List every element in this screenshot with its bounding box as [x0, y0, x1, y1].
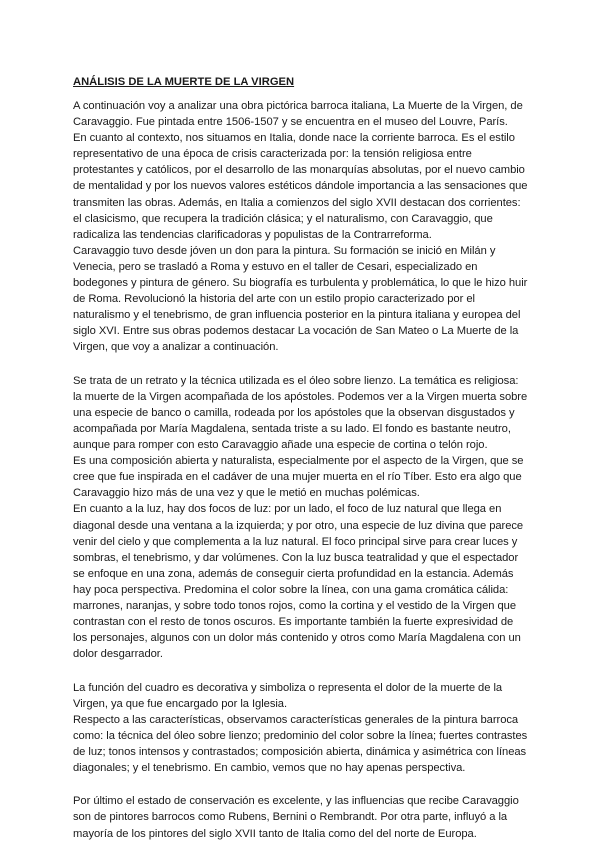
paragraph-introduction	[73, 98, 535, 356]
text-line: Caravaggio. Fue pintada entre 1506-1507 y se encuentra en el museo del Louvre, París.	[73, 116, 508, 129]
text-line: La función del cuadro es decorativa y simboliza o representa el dolor de la muerte de la	[73, 681, 503, 694]
text-line: siglo XVI. Entre sus obras podemos destacar La vocación de San Mateo o La Muerte de la	[73, 325, 519, 338]
text-line: Venecia, pero se trasladó a Roma y estuvo en el taller de Cesari, especializado en	[73, 260, 478, 273]
text-line: En cuanto al contexto, nos situamos en Italia, donde nace la corriente barroca. Es el estilo	[73, 132, 515, 145]
text-line: Caravaggio tuvo desde jóven un don para la pintura. Su formación se inició en Milán y	[73, 244, 496, 257]
text-line: diagonales; y el tenebrismo. En cambio, vemos que no hay apenas perspectiva.	[73, 762, 466, 775]
text-line: radicaliza las tendencias clarificadoras y populistas de la Contrarreforma.	[73, 228, 432, 241]
text-line: protestantes y católicos, por el desarrollo de las monarquías absolutas, por el nuevo cambio	[73, 164, 525, 177]
text-line: de luz; tonos intensos y contrastados; composición abierta, dinámica y asimétrica con líneas	[73, 745, 527, 758]
text-line: Caravaggio hizo más de una vez y que le metió en muchas polémicas.	[73, 487, 420, 500]
text-line: Respecto a las características, observamos características generales de la pintura barroca	[73, 713, 519, 726]
document-title: ANÁLISIS DE LA MUERTE DE LA VIRGEN	[73, 76, 295, 88]
text-line: una especie de banco o camilla, rodeada por los apóstoles que la observan disgustados y	[73, 406, 515, 419]
document-body	[73, 98, 535, 859]
text-line: como: la técnica del óleo sobre lienzo; predominio del color sobre la línea; fuertes contrastes	[73, 729, 528, 742]
text-line: se enfoque en una zona, además de conseguir cierta profundidad en la estancia. Además	[73, 567, 514, 580]
text-line: Es una composición abierta y naturalista, especialmente por el aspecto de la Virgen, que se	[73, 455, 524, 468]
text-line: diagonal desde una ventana a la izquierda; y por otro, una especie de luz divina que parece	[73, 519, 524, 532]
text-line: venir del cielo y que complementa a la luz natural. El foco principal sirve para crear luces y	[73, 535, 518, 548]
text-line: cree que fue inspirada en el cadáver de una mujer muerta en el río Tíber. Esto era algo que	[73, 471, 522, 484]
text-line: dolor desgarrador.	[73, 648, 163, 661]
text-line: Virgen, ya que fue encargado por la Iglesia.	[73, 697, 288, 710]
text-line: de Roma. Revolucionó la historia del arte con un estilo propio caracterizado por el	[73, 293, 475, 306]
text-line: A continuación voy a analizar una obra pictórica barroca italiana, La Muerte de la Virgen, de	[73, 100, 523, 112]
text-line: representativo de una época de crisis caracterizada por: la tensión religiosa entre	[73, 148, 472, 161]
text-line: son de pintores barrocos como Rubens, Bernini o Rembrandt. Por otra parte, influyó a la	[73, 811, 508, 824]
text-line: En cuanto a la luz, hay dos focos de luz: por un lado, el foco de luz natural que llega en	[73, 503, 502, 516]
text-line: transmiten las obras. Además, en Italia a comienzos del siglo XVII destacan dos corrientes:	[73, 196, 521, 209]
paragraph-function	[73, 680, 535, 777]
text-line: de mentalidad y por los nuevos valores estéticos dándole importancia a las sensaciones que	[73, 180, 528, 193]
text-line: aunque para romper con esto Caravaggio añade una especie de cortina o telón rojo.	[73, 439, 488, 452]
text-line: hay poca perspectiva. Predomina el color sobre la línea, con una gama cromática cálida:	[73, 583, 509, 596]
text-line: los personajes, algunos con un dolor más contenido y otros como María Magdalena con un	[73, 632, 521, 645]
text-line: Se trata de un retrato y la técnica utilizada es el óleo sobre lienzo. La temática es religiosa:	[73, 374, 519, 387]
text-line: sombras, el tenebrismo, y dar volúmenes. Con la luz busca teatralidad y que el espectador	[73, 551, 519, 564]
text-line: acompañada por María Magdalena, sentada triste a su lado. El fondo es bastante neutro,	[73, 422, 511, 435]
text-line: Por último el estado de conservación es excelente, y las influencias que recibe Caravaggio	[73, 795, 519, 808]
text-line: la muerte de la Virgen acompañada de los apóstoles. Podemos ver a la Virgen muerta sobre	[73, 390, 528, 403]
paragraph-description	[73, 373, 535, 663]
text-line: naturalismo y el tenebrismo, de gran influencia posterior en la pintura italiana y europea del	[73, 309, 521, 322]
text-line: el clasicismo, que recupera la tradición clásica; y el naturalismo, con Caravaggio, que	[73, 212, 493, 225]
text-line: contrastan con el resto de tonos oscuros. Es importante también la fuerte expresividad de	[73, 616, 514, 629]
paragraph-conclusion	[73, 793, 535, 841]
text-line: mayoría de los pintores del siglo XVII tanto de Italia como del del norte de Europa.	[73, 827, 477, 840]
text-line: bodegones y pintura de género. Su biografía es turbulenta y problemática, lo que le hizo huir	[73, 277, 528, 290]
text-line: marrones, naranjas, y sobre todo tonos rojos, como la cortina y el vestido de la Virgen que	[73, 600, 516, 612]
text-line: Virgen, que voy a analizar a continuación.	[73, 341, 279, 354]
